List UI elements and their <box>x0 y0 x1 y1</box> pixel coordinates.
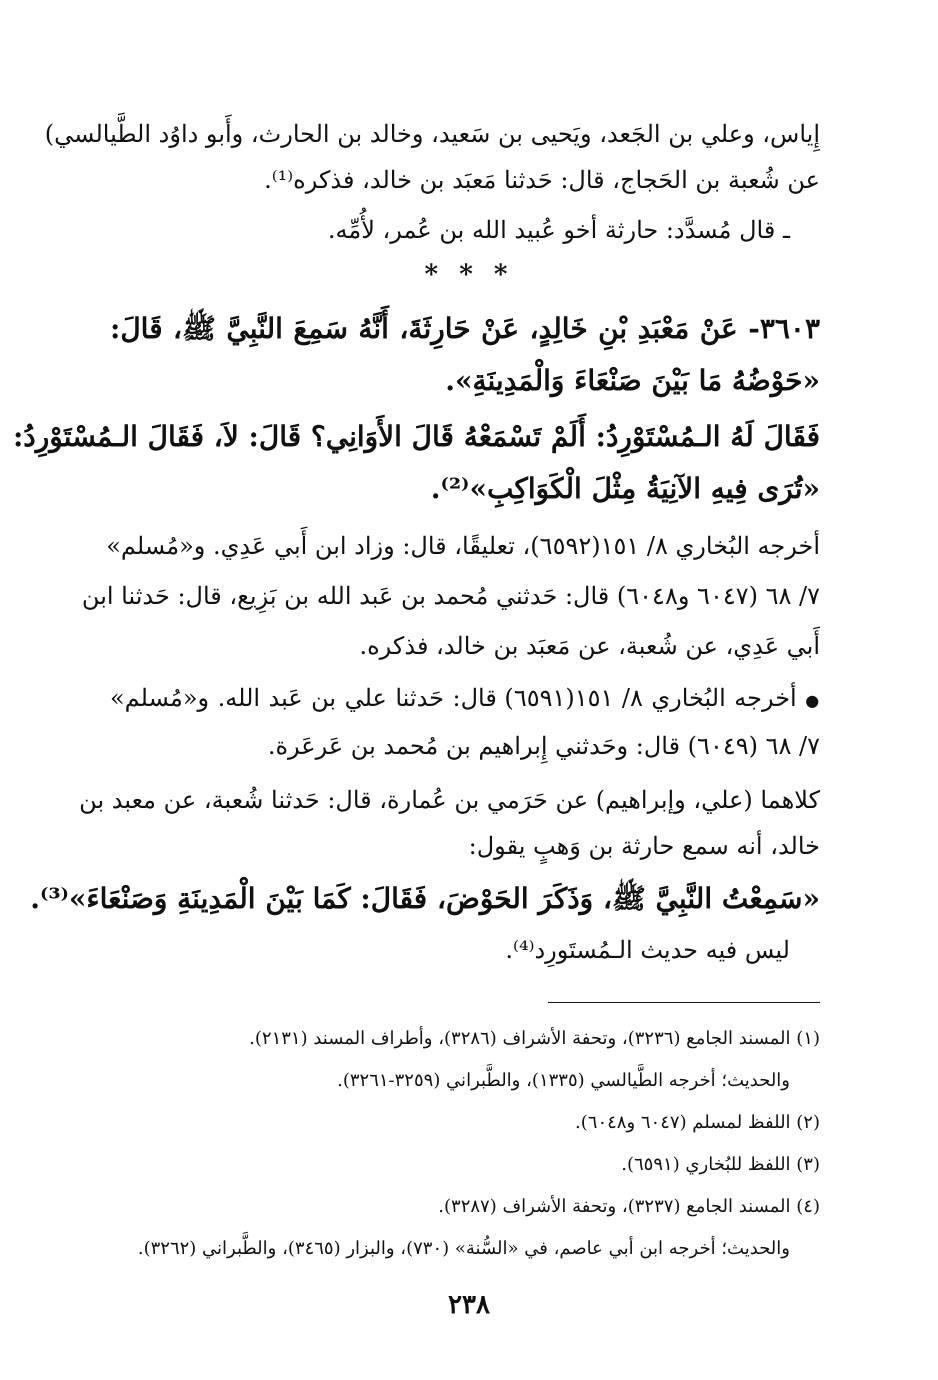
section-separator: * * * <box>424 260 514 290</box>
footnote: (٢) اللفظ لمسلم (٦٠٤٧ و٦٠٤٨). <box>575 1112 820 1133</box>
footnote: والحديث؛ أخرجه الطَّيالسي (١٣٣٥)، والطَّبراني (٣٢٥٩-٣٢٦١). <box>337 1070 790 1091</box>
footnote: والحديث؛ أخرجه ابن أبي عاصم، في «السُّنة» (٧٣٠)، والبزار (٣٤٦٥)، والطَّبراني (٣٢٦٢). <box>137 1238 790 1259</box>
takhrij-line: خالد، أنه سمع حارثة بن وَهبٍ يقول: <box>468 832 820 860</box>
takhrij-line: ليس فيه حديث الـمُستَورِد⁽⁴⁾. <box>505 936 790 964</box>
takhrij-line: كلاهما (علي، وإبراهيم) عن حَرَمي بن عُمارة، قال: حَدثنا شُعبة، عن معبد بن <box>79 786 820 814</box>
takhrij-line: ٧/ ٦٨ (٦٠٤٩) قال: وحَدثني إِبراهيم بن مُحمد بن عَرعَرة. <box>267 732 820 760</box>
footnote-divider <box>548 1002 820 1003</box>
footnote: (١) المسند الجامع (٣٢٣٦)، وتحفة الأشراف (٣٢٨٦)، وأطراف المسند (٢١٣١). <box>249 1028 820 1049</box>
page-number: ٢٣٨ <box>448 1290 490 1320</box>
footnote: (٤) المسند الجامع (٣٢٣٧)، وتحفة الأشراف (٣٢٨٧). <box>438 1196 820 1217</box>
bullet-icon: ● <box>805 691 821 710</box>
takhrij-line <box>110 678 820 722</box>
body-line: إِياس، وعلي بن الجَعد، ويَحيى بن سَعيد، وخالد بن الحارث، وأَبو داوُد الطَّيالسي) <box>44 120 820 148</box>
narrator-note: ـ قال مُسدَّد: حارثة أخو عُبيد الله بن عُمر، لأُمِّه. <box>327 216 790 244</box>
takhrij-line: أَبي عَدِي، عن شُعبة، عن مَعبَد بن خالد، فذكره. <box>359 632 820 660</box>
hadith-line: «حَوْضُهُ مَا بَيْنَ صَنْعَاءَ وَالْمَدِينَةِ». <box>445 364 820 397</box>
body-line: عن شُعبة بن الحَجاج، قال: حَدثنا مَعبَد بن خالد، فذكره⁽¹⁾. <box>264 166 820 194</box>
hadith-line: فَقَالَ لَهُ الـمُسْتَوْرِدُ: أَلَمْ تَسْمَعْهُ قَالَ الأَوَانِي؟ قَالَ: لاَ، فَقَالَ الـمُسْتَوْرِدُ: <box>12 420 820 453</box>
takhrij-line: ٧/ ٦٨ (٦٠٤٧ و٦٠٤٨) قال: حَدثني مُحمد بن عَبد الله بن بَزِيع، قال: حَدثنا ابن <box>81 582 820 610</box>
hadith-line: ٣٦٠٣- عَنْ مَعْبَدِ بْنِ خَالِدٍ، عَنْ حَارِثَةَ، أَنَّهُ سَمِعَ النَّبِيَّ ﷺ، قَالَ: <box>110 312 820 345</box>
hadith-line: «سَمِعْتُ النَّبِيَّ ﷺ، وَذَكَرَ الحَوْضَ، فَقَالَ: كَمَا بَيْنَ الْمَدِينَةِ وَصَنْعَاءَ»⁽³⁾. <box>30 882 820 915</box>
takhrij-text: أخرجه البُخاري ٨/ ١٥١(٦٥٩١) قال: حَدثنا علي بن عَبد الله. و«مُسلم» <box>110 684 797 712</box>
footnote: (٣) اللفظ للبُخاري (٦٥٩١). <box>621 1154 820 1175</box>
hadith-line: «تُرَى فِيهِ الآنِيَةُ مِثْلَ الْكَوَاكِبِ»⁽²⁾. <box>430 472 820 505</box>
takhrij-line: أخرجه البُخاري ٨/ ١٥١(٦٥٩٢)، تعليقًا، قال: وزاد ابن أَبي عَدِي. و«مُسلم» <box>106 532 820 560</box>
